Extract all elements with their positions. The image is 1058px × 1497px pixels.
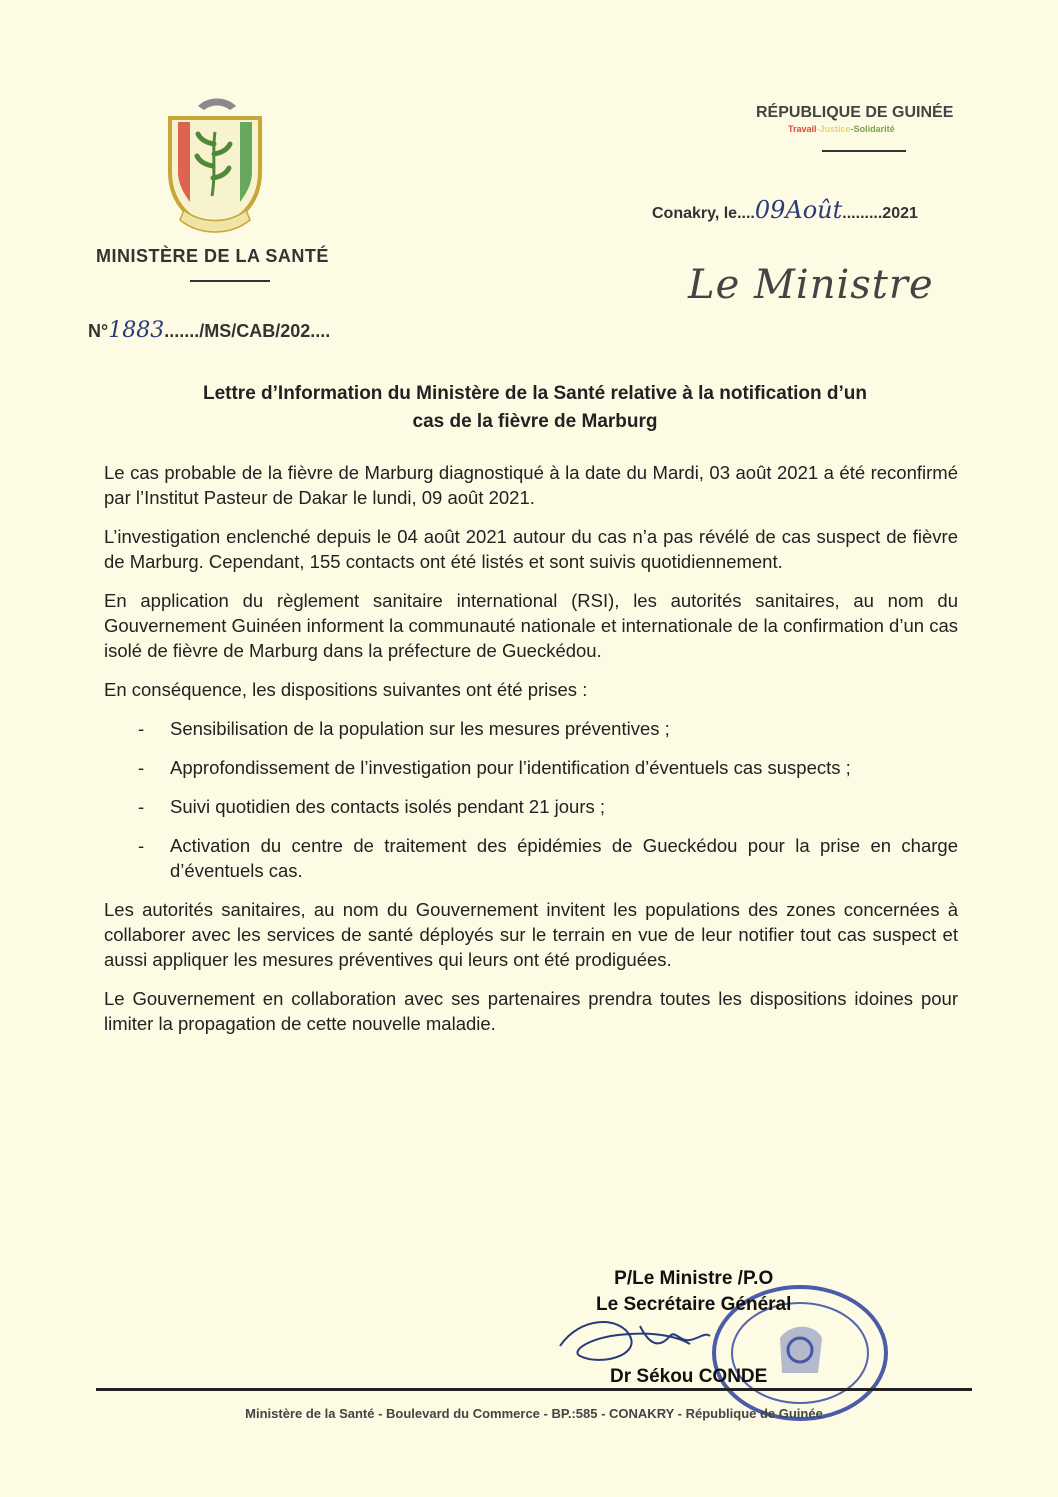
list-item: - Sensibilisation de la population sur les mesures préventives ; xyxy=(138,718,670,739)
title-line-1: Lettre d’Information du Ministère de la Santé relative à la notification d’un xyxy=(202,383,868,404)
ministry-name: MINISTÈRE DE LA SANTÉ xyxy=(96,246,329,266)
paragraph-5: Les autorités sanitaires, au nom du Gouvernement invitent les populations des zones concernées à collaborer avec les services de santé déployés sur le terrain en vue de leur notifier tout cas suspect et aussi appliquer les mesures préventives qui leurs ont été prodiguées. xyxy=(104,899,958,970)
republic-divider xyxy=(822,150,906,152)
signature-line-2: Le Secrétaire Général xyxy=(596,1294,792,1315)
reference-handwritten-number: 1883 xyxy=(108,318,165,343)
title-line-2: cas de la fièvre de Marburg xyxy=(412,411,658,432)
reference-number xyxy=(88,318,330,343)
signature-block xyxy=(596,1266,791,1318)
national-motto: Travail-Justice-Solidarité xyxy=(788,124,895,134)
motto-word-3: Solidarité xyxy=(853,124,895,134)
motto-word-2: Justice xyxy=(819,124,851,134)
date-year: 2021 xyxy=(882,205,918,222)
paragraph-6: Le Gouvernement en collaboration avec ses partenaires prendra toutes les dispositions idoines pour limiter la propagation de cette nouvelle maladie. xyxy=(104,988,958,1034)
place-prefix: Conakry, le xyxy=(652,205,738,222)
measures-list xyxy=(104,716,958,883)
list-item: - Activation du centre de traitement des épidémies de Gueckédou pour la prise en charge d’éventuels cas. xyxy=(138,835,958,881)
paragraph-3: En application du règlement sanitaire international (RSI), les autorités sanitaires, au nom du Gouvernement Guinéen informent la communauté nationale et internationale de la confirmation d’un cas isolé de fièvre de Marburg dans la préfecture de Gueckédou. xyxy=(104,590,958,661)
paragraph-1: Le cas probable de la fièvre de Marburg diagnostiqué à la date du Mardi, 03 août 2021 a été reconfirmé par l’Institut Pasteur de Dakar le lundi, 09 août 2021. xyxy=(104,462,958,508)
signature-line-1: P/Le Ministre /P.O xyxy=(614,1268,774,1289)
republic-name: RÉPUBLIQUE DE GUINÉE xyxy=(756,104,954,121)
signatory-name: Dr Sékou CONDE xyxy=(610,1366,768,1387)
reference-prefix: N° xyxy=(88,321,109,341)
addressee: Le Ministre xyxy=(688,262,934,308)
coat-of-arms-icon xyxy=(150,92,280,242)
paragraph-2: L’investigation enclenché depuis le 04 août 2021 autour du cas n’a pas révélé de cas suspect de fièvre de Marburg. Cependant, 155 contacts ont été listés et sont suivis quotidiennement. xyxy=(104,526,958,572)
date-handwritten: 09Août xyxy=(754,196,843,224)
paragraph-4: En conséquence, les dispositions suivantes ont été prises : xyxy=(104,679,588,700)
footer-divider xyxy=(96,1388,972,1391)
letter-body xyxy=(104,460,958,1050)
list-item: - Suivi quotidien des contacts isolés pendant 21 jours ; xyxy=(138,796,606,817)
list-item: - Approfondissement de l’investigation pour l’identification d’éventuels cas suspects ; xyxy=(138,757,851,778)
letter-title xyxy=(100,380,970,436)
ministry-divider xyxy=(190,280,270,282)
footer-address: Ministère de la Santé - Boulevard du Commerce - BP.:585 - CONAKRY - République de Guinée xyxy=(245,1406,823,1421)
motto-word-1: Travail xyxy=(788,124,817,134)
place-and-date: Conakry, le....09Août.........2021 xyxy=(652,196,918,224)
reference-suffix: ......./MS/CAB/202.... xyxy=(164,321,331,341)
